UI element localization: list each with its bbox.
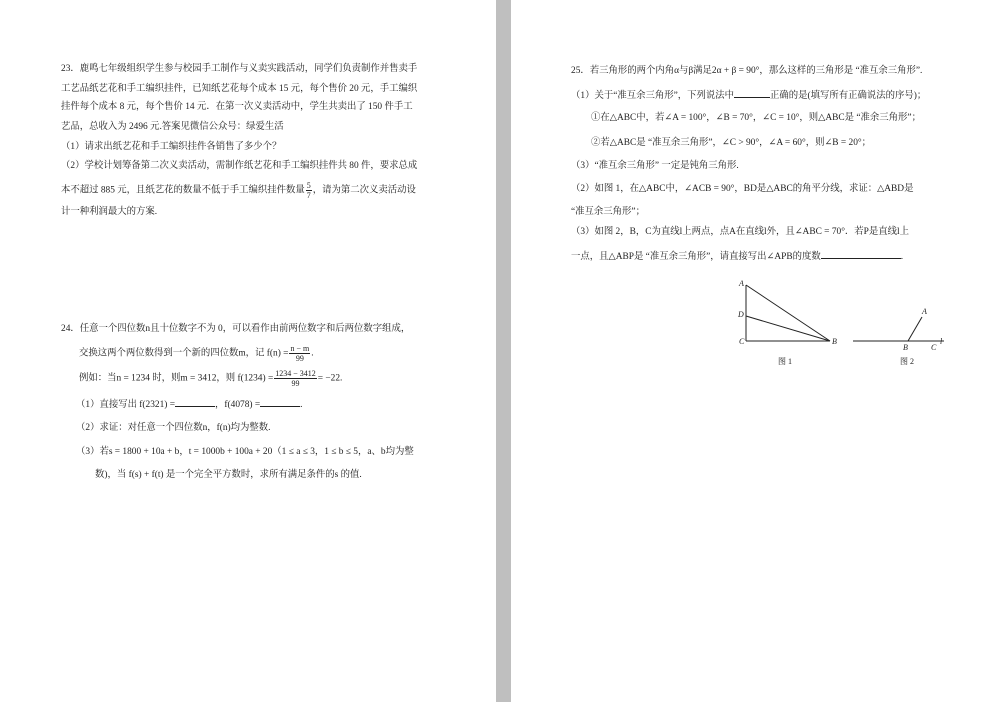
q23-line-2: 工艺品纸艺花和手工编织挂件，已知纸艺花每个成本 15 元，每个售价 20 元，手工编织 bbox=[61, 84, 418, 94]
segment-ba bbox=[908, 317, 922, 341]
q25-part-1-text-a: （1）关于“准互余三角形”，下列说法中 bbox=[571, 91, 735, 101]
q23-line-3: 挂件每个成本 8 元，每个售价 14 元．在第一次义卖活动中，学生共卖出了 150 件手工 bbox=[61, 102, 413, 112]
label-l: l bbox=[940, 337, 943, 346]
q24-part-1-text-b: ，f(4078) = bbox=[215, 400, 261, 410]
q23-part-2: （2）学校计划筹备第二次义卖活动，需制作纸艺花和手工编织挂件共 80 件，要求总成 bbox=[61, 161, 418, 171]
fraction-numerator: 5 bbox=[306, 181, 311, 190]
label-b: B bbox=[832, 337, 837, 346]
q23-line-7 bbox=[61, 181, 416, 200]
q24-line-2-text: 交换这两个两位数得到一个新的四位数m，记 f(n) = bbox=[79, 348, 289, 359]
label-d: D bbox=[738, 310, 744, 319]
left-page bbox=[0, 0, 496, 702]
answer-blank bbox=[821, 249, 901, 259]
label-b: B bbox=[903, 343, 908, 352]
q23-part-1: （1）请求出纸艺花和手工编织挂件各销售了多少个？ bbox=[61, 142, 282, 152]
label-a: A bbox=[922, 307, 927, 316]
q23-line-7-text-b: ，请为第二次义卖活动设 bbox=[312, 185, 416, 196]
label-a: A bbox=[739, 279, 744, 288]
q24-part-1-text-a: （1）直接写出 f(2321) = bbox=[76, 400, 176, 410]
q25-option-1: ①在△ABC中，若∠A = 100°，∠B = 70°，∠C = 10°，则△ABC是 “准余三角形”； bbox=[591, 113, 921, 123]
q25-part-1 bbox=[571, 88, 926, 102]
q25-part-3: （3）如图 2，B，C为直线l上两点，点A在直线l外，且∠ABC = 70°．若P是直线l上 bbox=[571, 227, 910, 237]
fraction-numerator: 1234 − 3412 bbox=[275, 369, 316, 378]
q23-line-1: 23．鹿鸣七年级组织学生参与校园手工制作与义卖实践活动，同学们负责制作并售卖手 bbox=[61, 64, 418, 74]
label-c: C bbox=[931, 343, 937, 352]
q24-part-1 bbox=[76, 397, 303, 411]
q25-part-1-text-b: 正确的是(填写所有正确说法的序号)； bbox=[770, 91, 927, 101]
q25-line-1: 25．若三角形的两个内角α与β满足2α + β = 90°，那么这样的三角形是 “准互余三角形”. bbox=[571, 66, 923, 76]
fraction-denominator: 99 bbox=[291, 379, 300, 388]
answer-blank bbox=[175, 397, 215, 407]
q24-line-1: 24．任意一个四位数n且十位数字不为 0，可以看作由前两位数字和后两位数字组成， bbox=[61, 324, 411, 334]
q25-option-3: （3）“准互余三角形” 一定是钝角三角形. bbox=[571, 161, 739, 171]
segment-bd bbox=[746, 316, 830, 341]
figure-2-caption: 图 2 bbox=[900, 357, 914, 366]
q25-part-3-text: 一点，且△ABP是 “准互余三角形”，请直接写出∠APB的度数 bbox=[571, 252, 821, 262]
q25-part-2: （2）如图 1，在△ABC中，∠ACB = 90°，BD是△ABC的角平分线，求证：△ABD是 bbox=[571, 184, 914, 194]
q23-line-8: 计一种利润最大的方案. bbox=[61, 207, 158, 217]
q25-option-2: ②若△ABC是 “准互余三角形”，∠C > 90°，∠A = 60°，则∠B = 20°； bbox=[591, 138, 872, 148]
q23-line-4: 艺品，总收入为 2496 元.答案见微信公众号：绿爱生活 bbox=[61, 122, 284, 132]
label-c: C bbox=[739, 337, 745, 346]
q25-part-3-cont bbox=[571, 249, 903, 263]
q24-part-3: （3）若s = 1800 + 10a + b，t = 1000b + 100a + 20（1 ≤ a ≤ 3，1 ≤ b ≤ 5，a、b均为整 bbox=[76, 447, 414, 457]
q24-part-3-cont: 数)，当 f(s) + f(t) 是一个完全平方数时，求所有满足条件的s 的值. bbox=[95, 470, 362, 480]
q24-line-2 bbox=[79, 344, 314, 363]
segment-ab bbox=[746, 285, 830, 341]
fraction-numerator: n − m bbox=[290, 344, 310, 353]
fraction-example bbox=[274, 369, 317, 388]
q24-line-2-end: . bbox=[311, 348, 314, 359]
q25-part-3-end: . bbox=[900, 252, 904, 262]
q23-line-7-text-a: 本不超过 885 元，且纸艺花的数量不低于手工编织挂件数量 bbox=[61, 185, 305, 196]
q24-example bbox=[79, 369, 342, 388]
q24-part-1-end: . bbox=[300, 400, 303, 410]
right-page bbox=[511, 0, 1007, 702]
fraction-5-7 bbox=[306, 181, 312, 200]
q25-part-2-cont: “准互余三角形”； bbox=[571, 207, 645, 217]
q24-example-text: 例如：当n = 1234 时，则m = 3412，则 f(1234) = bbox=[79, 373, 274, 384]
q24-part-2: （2）求证：对任意一个四位数n，f(n)均为整数. bbox=[76, 423, 271, 433]
fraction-definition bbox=[289, 344, 310, 363]
figure-2 bbox=[851, 300, 951, 370]
figure-1 bbox=[731, 274, 841, 370]
answer-blank bbox=[260, 397, 300, 407]
fraction-denominator: 7 bbox=[306, 191, 311, 200]
fraction-denominator: 99 bbox=[295, 354, 304, 363]
q24-example-result: = −22. bbox=[317, 373, 343, 384]
answer-blank bbox=[734, 88, 770, 98]
figure-1-caption: 图 1 bbox=[778, 357, 792, 366]
